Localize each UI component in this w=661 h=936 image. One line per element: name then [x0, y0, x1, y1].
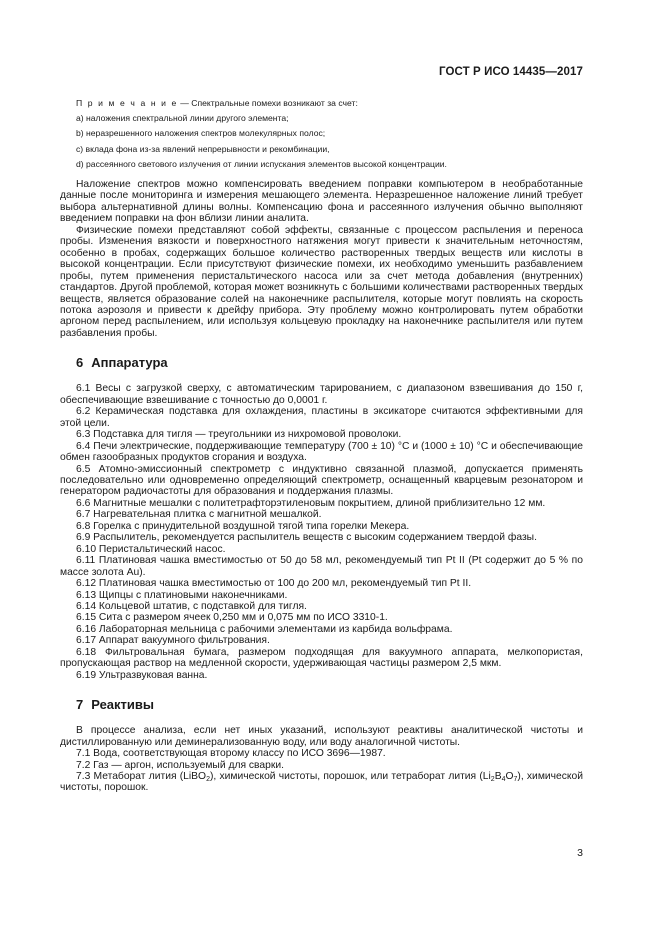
list-item: 6.15 Сита с размером ячеек 0,250 мм и 0,075 мм по ИСО 3310-1.: [76, 612, 388, 624]
list-item: 6.18 Фильтровальная бумага, размером подходящая для вакуумного аппарата, мелкопористая, пропускающая раствор на медленной скорости, удерживающая частицы размером 2,5 мкм.: [60, 646, 583, 670]
list-item: 6.9 Распылитель, рекомендуется распылитель веществ с высоким содержанием твердой фазы.: [76, 532, 537, 544]
note-item: a) наложения спектральной линии другого элемента;: [76, 113, 289, 124]
section-7-list: [60, 725, 583, 794]
paragraph: Физические помехи представляют собой эффекты, связанные с процессом распыления и переноса пробы. Изменения вязкости и поверхностного натяжения могут привести к значительным неточностям, особенно в пробах, содержащих большое количество растворенных твердых веществ или кислоты в высокой концентрации. Если присутствуют физические помехи, их необходимо уменьшить разбавлением пробы, путем применения перистальтического насоса или за счет метода добавления (внутренних) стандартов. Другой проблемой, которая может возникнуть с большими количествами растворенных твердых веществ, является образование солей на наконечнике распылителя, которые могут повлиять на скорость потока аэрозоля и привести к дрейфу прибора. Эту проблему можно контролировать путем обработки аргоном перед распылением, или используя кольцевую прокладку на наконечнике распылителя или путем разбавления пробы.: [60, 224, 583, 339]
list-item-7-3: 7.3 Метаборат лития (LiBO$_2$), химической чистоты, порошок, или тетраборат лития $(Li_2B_4O_7)$, химической чистоты, порошок.: [60, 770, 583, 794]
document-header: ГОСТ Р ИСО 14435—2017: [438, 66, 583, 78]
list-item: 6.13 Щипцы с платиновыми наконечниками.: [76, 589, 288, 601]
list-item: 6.2 Керамическая подставка для охлаждения, пластины в эксикаторе считаются эффективными для этой цели.: [60, 406, 583, 429]
section-6-list: [60, 383, 583, 681]
section-heading-7: 7 Реактивы: [76, 697, 154, 713]
list-item: 6.4 Печи электрические, поддерживающие температуру (700 ± 10) °С и (1000 ± 10) °С и обеспечивающие обмен газообразных продуктов сгорания и воздуха.: [60, 440, 583, 464]
list-item: 6.8 Горелка с принудительной воздушной тягой типа горелки Мекера.: [76, 520, 410, 532]
paragraph: Наложение спектров можно компенсировать введением поправки компьютером в необработанные данные после мониторинга и измерения мешающего элемента. Неразрешенное наложение линий требует выбора альтернативной длины волны. Компенсацию фона и рассеянного излучения обычно выполняют введением поправки на фон вблизи линии аналита.: [60, 179, 583, 225]
list-item: 6.5 Атомно-эмиссионный спектрометр с индуктивно связанной плазмой, допускается применять последовательно или одновременно определяющий спектрометр, оснащенный кварцевым резонатором и генератором радиочастоты для образования и поддержания плазмы.: [60, 463, 583, 498]
list-item: 7.2 Газ — аргон, используемый для сварки.: [76, 759, 284, 771]
list-item: 6.10 Перистальтический насос.: [76, 543, 226, 555]
page-number: 3: [577, 847, 583, 859]
note-intro: П р и м е ч а н и е — Спектральные помехи возникают за счет:: [76, 98, 358, 108]
note-label: П р и м е ч а н и е: [76, 98, 178, 108]
list-item: 6.6 Магнитные мешалки с политетрафторэтиленовым покрытием, длиной приблизительно 12 мм.: [76, 497, 546, 509]
list-item: 7.1 Вода, соответствующая второму классу по ИСО 3696—1987.: [76, 748, 386, 760]
list-item: 6.12 Платиновая чашка вместимостью от 100 до 200 мл, рекомендуемый тип Pt II.: [76, 578, 472, 590]
paragraph: В процессе анализа, если нет иных указаний, используют реактивы аналитической чистоты и дистиллированную или деминерализованную воду, или воду аналогичной чистоты.: [60, 725, 583, 748]
list-item: 6.7 Нагревательная плитка с магнитной мешалкой.: [76, 509, 322, 521]
list-item: 6.17 Аппарат вакуумного фильтрования.: [76, 635, 270, 647]
list-item: 6.1 Весы с загрузкой сверху, с автоматическим тарированием, с диапазоном взвешивания до 150 г, обеспечивающие взвешивание с точностью до 0,0001 г.: [60, 383, 583, 406]
body-text: [60, 179, 583, 339]
list-item: 6.16 Лабораторная мельница с рабочими элементами из карбида вольфрама.: [76, 623, 453, 635]
list-item: 6.3 Подставка для тигля — треугольники из нихромовой проволоки.: [76, 429, 402, 441]
note-item: c) вклада фона из-за явлений непрерывности и рекомбинации,: [76, 143, 330, 154]
note-item: b) неразрешенного наложения спектров молекулярных полос;: [76, 128, 326, 139]
list-item: 6.11 Платиновая чашка вместимостью от 50 до 58 мл, рекомендуемый тип Pt II (Pt содержит до 5 % по массе золота Au).: [60, 555, 583, 578]
list-item: 6.14 Кольцевой штатив, с подставкой для тигля.: [76, 600, 307, 612]
page-content: [60, 96, 583, 794]
list-item: 6.19 Ультразвуковая ванна.: [76, 669, 208, 681]
note-block: [60, 96, 583, 172]
note-item: d) рассеянного светового излучения от линии испускания элементов высокой концентрации.: [76, 158, 447, 169]
section-heading-6: 6 Аппаратура: [76, 355, 168, 371]
